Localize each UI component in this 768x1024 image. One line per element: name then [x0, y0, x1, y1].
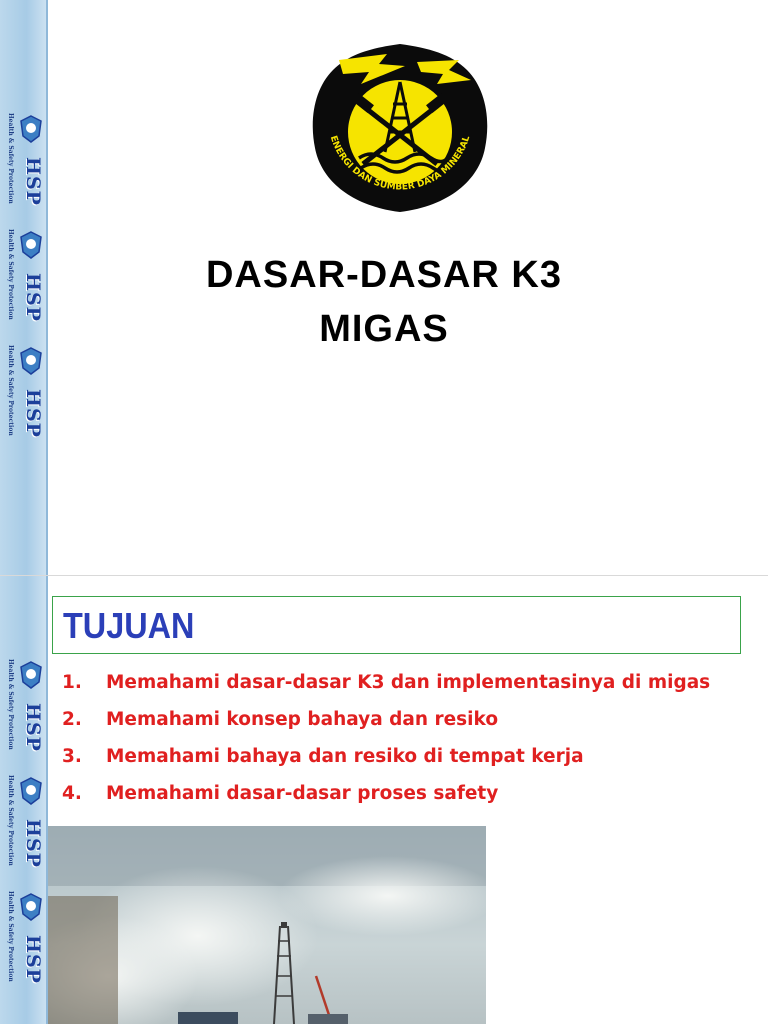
goal-text: Memahami konsep bahaya dan resiko: [106, 709, 499, 730]
hsp-logo-text: HSP: [22, 702, 44, 752]
hsp-emblem-icon: [18, 114, 44, 144]
goal-number: 2.: [62, 709, 82, 730]
section-heading: TUJUAN: [63, 605, 195, 646]
heading-box: [52, 596, 741, 654]
sidebar-edge: [46, 0, 48, 576]
hsp-tagline: Health & Safety Protection: [7, 774, 14, 866]
list-item: [62, 672, 710, 709]
hsp-logo-text: HSP: [22, 272, 44, 322]
list-item: [62, 709, 710, 746]
oil-rig-photo: [48, 826, 486, 1024]
sidebar-band: [0, 576, 48, 1024]
goal-number: 4.: [62, 783, 82, 804]
hsp-tagline: Health & Safety Protection: [7, 344, 14, 436]
goal-text: Memahami bahaya dan resiko di tempat kerja: [106, 746, 584, 767]
hsp-logo-unit: [2, 100, 46, 216]
goal-list: [62, 672, 710, 820]
hsp-logo-text: HSP: [22, 818, 44, 868]
goal-text: Memahami dasar-dasar K3 dan implementasinya di migas: [106, 672, 711, 693]
hsp-emblem-icon: [18, 346, 44, 376]
hsp-logo-unit: [2, 762, 46, 878]
hsp-tagline: Health & Safety Protection: [7, 112, 14, 204]
list-item: [62, 746, 710, 783]
hsp-emblem-icon: [18, 230, 44, 260]
esdm-emblem-icon: [309, 40, 491, 216]
hsp-emblem-icon: [18, 892, 44, 922]
hsp-tagline: Health & Safety Protection: [7, 890, 14, 982]
hsp-logo-unit: [2, 216, 46, 332]
list-item: [62, 783, 710, 820]
hsp-logo-unit: [2, 332, 46, 448]
title-line-1: DASAR-DASAR K3: [205, 254, 563, 296]
hsp-logo-text: HSP: [22, 156, 44, 206]
goal-number: 3.: [62, 746, 82, 767]
hsp-tagline: Health & Safety Protection: [7, 658, 14, 750]
hsp-logo-unit: [2, 646, 46, 762]
emblem-text: ENERGI DAN SUMBER DAYA MINERAL: [327, 134, 473, 193]
hsp-emblem-icon: [18, 660, 44, 690]
title-line-2: MIGAS: [319, 308, 449, 350]
hsp-logo-column: [2, 646, 46, 994]
page-title: [90, 248, 678, 356]
hsp-logo-text: HSP: [22, 388, 44, 438]
hsp-logo-column: [2, 100, 46, 448]
goal-text: Memahami dasar-dasar proses safety: [106, 783, 499, 804]
sidebar-band: [0, 0, 48, 576]
hsp-emblem-icon: [18, 776, 44, 806]
hsp-logo-text: HSP: [22, 934, 44, 984]
goal-number: 1.: [62, 672, 82, 693]
slide-objectives: [0, 576, 768, 1024]
hsp-logo-unit: [2, 878, 46, 994]
hsp-tagline: Health & Safety Protection: [7, 228, 14, 320]
